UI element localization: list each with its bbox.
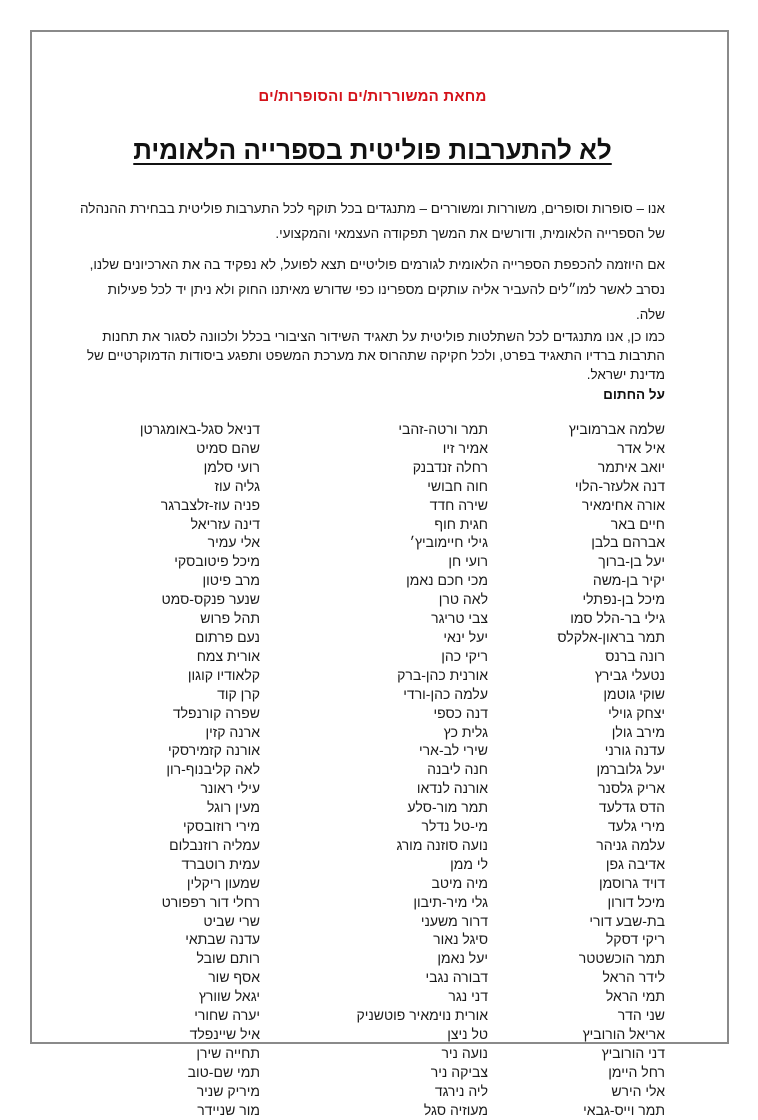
signatory-name: מיכל בן-נפתלי	[582, 591, 665, 608]
signatory-name: גלית כץ	[443, 723, 488, 740]
signatory-name: עדנה גורני	[604, 742, 665, 759]
signatory-name: טל ניצן	[447, 1026, 488, 1042]
signatory-name: חגית חוף	[434, 515, 488, 532]
signatory-name: מיה מיטב	[431, 874, 488, 891]
signatory-name: אלי עמיר	[207, 534, 260, 551]
signatory-name: יערה שחורי	[194, 1007, 260, 1024]
signatory-name: שני הדר	[617, 1007, 665, 1024]
signatory-name: יעל גלוברמן	[596, 761, 665, 778]
paragraph-intro: אנו – סופרות וסופרים, משוררות ומשוררים – מתנגדים בכל תוקף לכל התערבות פוליטית בבחירת ההנהלה של הספרייה הלאומית, ודורשים את המשך תפקודה העצמאי והמקצועי.	[80, 201, 665, 241]
signatory-name: עמית רוטברד	[181, 855, 260, 872]
signatory-name: שירה חדד	[429, 496, 488, 513]
signatory-name: אורית צמח	[196, 647, 260, 664]
signatory-name: ארנה קזין	[205, 723, 260, 740]
signatory-name: אורנה קזמירסקי	[167, 742, 260, 759]
signatory-name: שירי לב-ארי	[419, 742, 488, 759]
signatory-name: מירב גולן	[611, 723, 665, 740]
signatory-name: איל אדר	[617, 439, 665, 456]
signatory-name: צביקה ניר	[430, 1063, 488, 1080]
signatories-heading: על החתום	[603, 387, 665, 402]
signatory-name: שנער פנקס-סמט	[161, 591, 260, 608]
signatory-name: תמר בראון-אלקלס	[557, 628, 665, 645]
signatory-name: שוקי גוטמן	[603, 685, 665, 702]
signatory-name: אדיבה גפן	[605, 855, 665, 872]
signatory-name: תמר מור-סלע	[407, 799, 488, 816]
signatory-name: אורנה לנדאו	[416, 780, 488, 797]
signatory-name: מיריק שניר	[196, 1082, 260, 1099]
signatory-name: ריקי דסקל	[605, 931, 665, 948]
signatory-name: יקיר בן-משה	[592, 572, 665, 589]
signatory-name: רונה ברנס	[605, 647, 665, 664]
signatory-name: עלמה גניהר	[596, 836, 665, 853]
signatory-name: עילי ראונר	[200, 780, 260, 797]
signatory-name: איל שיינפלד	[189, 1026, 260, 1042]
signatory-name: גלי מיר-תיבון	[413, 893, 488, 910]
signatory-name: רועי חן	[448, 553, 488, 570]
signatory-name: חנה ליבנה	[427, 761, 488, 778]
signatory-name: דינה עזריאל	[190, 515, 260, 532]
signatory-name: חיים באר	[610, 515, 665, 532]
signatory-name: מרב פיטון	[202, 572, 260, 589]
signatory-name: אורנית כהן-ברק	[397, 666, 488, 683]
signatory-name: אברהם בלבן	[591, 534, 665, 551]
signatory-name: אורה אחימאיר	[581, 496, 665, 513]
signatory-name: יעל בן-ברוך	[598, 553, 665, 570]
signatories-list	[80, 420, 665, 1118]
signatory-name: תהל פרוש	[200, 610, 260, 627]
signatory-name: רחלה זנדבנק	[412, 458, 488, 475]
signatory-name: שהם סמיט	[196, 439, 260, 456]
signatory-name: לאה קליבנוף-רון	[166, 761, 260, 778]
signatory-name: סיגל נאור	[433, 931, 488, 948]
signatory-name: יעל נאמן	[437, 950, 488, 967]
signatory-name: אורית נוימאיר פוטשניק	[356, 1007, 488, 1024]
signatory-name: מכי חכם נאמן	[406, 572, 488, 589]
signatory-name: רועי סלמן	[203, 458, 260, 475]
signatory-name: דבורה נגבי	[425, 969, 488, 986]
signatory-name: שפרה קורנפלד	[172, 704, 260, 721]
signatory-name: יגאל שוורץ	[198, 988, 260, 1005]
signatory-name: רחל היימן	[608, 1063, 665, 1080]
signatory-name: ריקי כהן	[441, 647, 488, 664]
signatory-name: נועה סוזנה מורג	[396, 836, 488, 853]
signatory-name: שמעון ריקלין	[186, 874, 260, 891]
signatory-name: אלי הירש	[611, 1082, 665, 1099]
signatory-name: יואב איתמר	[597, 458, 665, 475]
signatory-name: נעם פרתום	[194, 628, 260, 645]
signatory-name: גליה עוז	[214, 477, 260, 494]
signatory-name: אסף שור	[208, 969, 260, 986]
signatory-name: מי-טל נדלר	[421, 818, 488, 835]
signatories-column-3	[140, 420, 260, 1120]
signatory-name: אריאל הורוביץ	[582, 1026, 665, 1042]
signatory-name: מור שניידר	[197, 1101, 260, 1118]
paragraph-archives: אם היוזמה להכפפת הספרייה הלאומית לגורמים פוליטיים תצא לפועל, לא נפקיד בה את הארכיונים שלנו, נסרב לאשר למו״לים להעביר אליה עותקים מספרינו כפי שדורש מאיתנו החוק ולא ניתן יד לכל פעילות שלה.	[89, 257, 665, 322]
signatory-name: לי ממן	[450, 855, 488, 872]
signatory-name: דויד גרוסמן	[598, 874, 665, 891]
signatory-name: תמר וייס-גבאי	[583, 1101, 665, 1118]
signatory-name: אמיר זיו	[442, 439, 488, 456]
signatory-name: חוה חבושי	[427, 477, 488, 494]
signatory-name: פניה עוז-זלצברגר	[160, 496, 260, 513]
signatory-name: שרי שביט	[203, 912, 260, 929]
signatory-name: דני נגר	[448, 988, 488, 1005]
document-title: לא להתערבות פוליטית בספרייה הלאומית	[133, 135, 612, 165]
signatory-name: לאה טרן	[438, 591, 488, 608]
signatory-name: קרן קוד	[217, 685, 260, 702]
signatory-name: יצחק גוילי	[608, 704, 665, 721]
signatory-name: עלמה כהן-ורדי	[403, 685, 488, 702]
signatory-name: מיכל דורון	[607, 893, 665, 910]
document-subtitle: מחאת המשוררות/ים והסופרות/ים	[258, 88, 487, 105]
signatory-name: תמי הראל	[605, 988, 665, 1005]
signatory-name: מעוזיה סגל	[423, 1101, 488, 1118]
signatory-name: תמי שם-טוב	[187, 1063, 260, 1080]
signatory-name: דנה כספי	[433, 704, 488, 721]
signatory-name: קלאודיו קוגון	[187, 666, 260, 683]
signatory-name: דני הורוביץ	[601, 1044, 665, 1061]
signatory-name: הדס גדלעד	[598, 799, 665, 816]
signatory-name: רותם שובל	[196, 950, 260, 967]
signatory-name: נועה ניר	[441, 1044, 488, 1061]
signatory-name: מירי רוזובסקי	[183, 818, 260, 835]
signatory-name: דניאל סגל-באומגרטן	[139, 421, 260, 437]
signatory-name: תחייה שירן	[196, 1044, 260, 1061]
signatory-name: תמר ורטה-זהבי	[398, 421, 488, 437]
signatory-name: עדנה שבתאי	[185, 931, 260, 948]
signatory-name: נטעלי גבירץ	[594, 666, 665, 683]
signatories-column-2	[356, 420, 488, 1120]
signatory-name: אריק גלסנר	[598, 780, 665, 797]
signatory-name: דרור משעני	[420, 912, 488, 929]
signatory-name: שלמה אברמוביץ	[568, 421, 665, 437]
signatory-name: מירי גלעד	[607, 818, 665, 835]
signatory-name: עמליה רוזנבלום	[169, 836, 260, 853]
signatory-name: גילי בר-הלל סמו	[570, 610, 665, 627]
signatory-name: בת-שבע דורי	[589, 912, 665, 929]
signatory-name: דנה אלעזר-הלוי	[574, 477, 665, 494]
signatory-name: לידר הראל	[602, 969, 665, 986]
signatories-column-1	[557, 420, 665, 1120]
signatory-name: רחלי דור רפפורט	[161, 893, 260, 910]
signatory-name: צבי טריגר	[431, 610, 488, 627]
signatory-name: יעל ינאי	[443, 628, 488, 645]
signatory-name: מיכל פיטובסקי	[174, 553, 260, 570]
signatory-name: תמר הוכשטטר	[578, 950, 665, 967]
signatory-name: ליה נירגד	[434, 1082, 488, 1099]
signatory-name: גילי חיימוביץ׳	[409, 534, 488, 551]
paragraph-broadcasting: כמו כן, אנו מתנגדים לכל השתלטות פוליטית על תאגיד השידור הציבורי בכלל ולכוונה לסגור את תחנות התרבות ברדיו התאגיד בפרט, ולכל חקיקה שתהרוס את מערכת המשפט ותפגע ביסודות הדמוקרטיים של מדינת ישראל.	[86, 329, 665, 382]
signatory-name: מעין רוגל	[207, 799, 260, 816]
